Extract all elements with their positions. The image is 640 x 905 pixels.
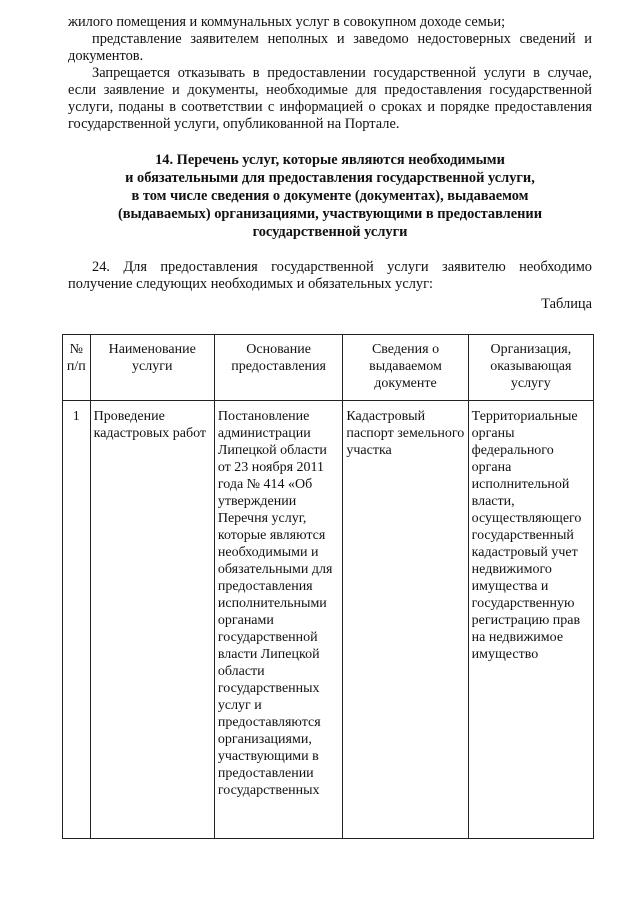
table-header-row <box>63 335 594 401</box>
cell-organization: Территориальные органы федерального органа исполнительной власти, осуществляющего государственный кадастровый учет недвижимого имущества и государственную регистрацию прав на недвижимое имущество <box>468 401 593 839</box>
paragraph-24: 24. Для предоставления государственной услуги заявителю необходимо получение следующих необходимых и обязательных услуг: <box>68 259 592 292</box>
header-document-info: Сведения о выдаваемом документе <box>343 335 468 401</box>
document-page <box>68 14 592 313</box>
header-number: № п/п <box>63 335 91 401</box>
paragraph-incomplete-documents: представление заявителем неполных и заведомо недостоверных сведений и документов. <box>68 31 592 64</box>
services-table <box>62 334 594 839</box>
section-heading <box>68 151 592 241</box>
table-caption: Таблица <box>541 296 592 312</box>
header-service-name: Наименование услуги <box>90 335 214 401</box>
paragraph-prohibition: Запрещается отказывать в предоставлении государственной услуги в случае, если заявление и документы, необходимые для предоставления государственной услуги, поданы в соответствии с информацией о сроках и порядке предоставления государственной услуги, опубликованной на Портале. <box>68 65 592 132</box>
section-heading-line: (выдаваемых) организациями, участвующими в предоставлении <box>117 206 543 222</box>
cell-number: 1 <box>63 401 91 839</box>
cell-basis: Постановление администрации Липецкой области от 23 ноября 2011 года № 414 «Об утверждении Перечня услуг, которые являются необходимыми и обязательными для предоставления исполнительными органами государственной власти Липецкой области государственных услуг и предоставляются организациями, участвующими в предоставлении государственных <box>214 401 343 839</box>
section-heading-line: государственной услуги <box>252 224 408 240</box>
section-heading-line: 14. Перечень услуг, которые являются необходимыми <box>155 152 505 168</box>
section-heading-line: и обязательными для предоставления государственной услуги, <box>125 170 535 186</box>
table-row <box>63 401 594 839</box>
header-organization: Организация, оказывающая услугу <box>468 335 593 401</box>
cell-document-info: Кадастровый паспорт земельного участка <box>343 401 468 839</box>
cell-service-name: Проведение кадастровых работ <box>90 401 214 839</box>
header-basis: Основание предоставления <box>214 335 343 401</box>
paragraph-continuation: жилого помещения и коммунальных услуг в совокупном доходе семьи; <box>68 14 506 30</box>
section-heading-line: в том числе сведения о документе (документах), выдаваемом <box>131 188 529 204</box>
